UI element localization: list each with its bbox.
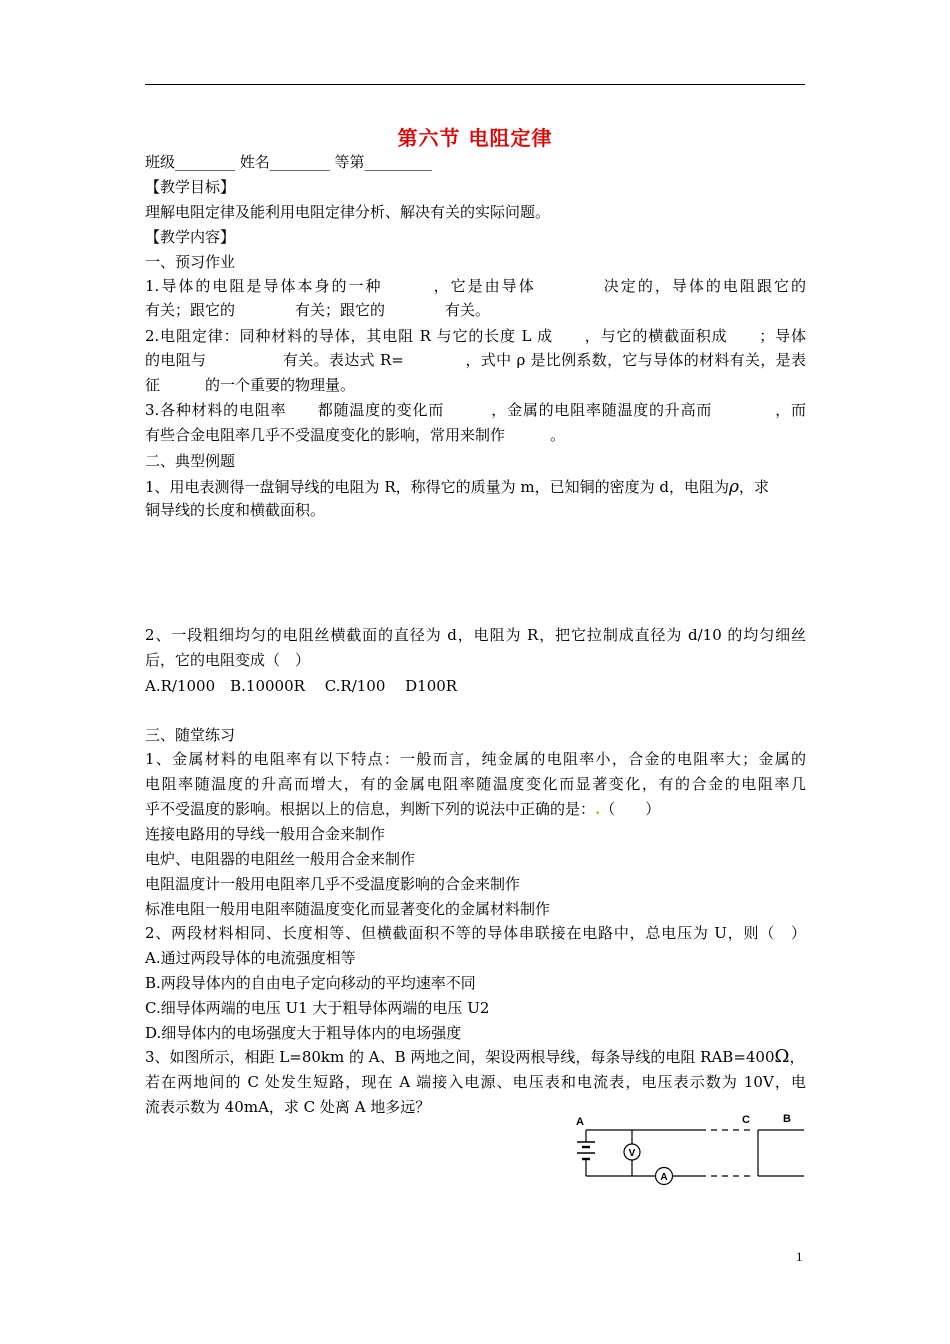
practice1-line-3 xyxy=(145,799,660,819)
example1-text: 1、用电表测得一盘铜导线的电阻为 R，称得它的质量为 m，已知铜的密度为 d，电阻为 xyxy=(145,478,729,496)
practice1-answer-bracket: （ ） xyxy=(600,800,661,818)
label-c: C xyxy=(742,1114,750,1126)
rho-symbol: ρ xyxy=(728,477,739,497)
part-one-title: 一、预习作业 xyxy=(145,253,236,271)
q2-line-3: 征 的一个重要的物理量。 xyxy=(145,376,356,394)
practice1-option-a: 连接电路用的导线一般用合金来制作 xyxy=(145,825,386,843)
practice1-option-c: 电阻温度计一般用电阻率几乎不受温度影响的合金来制作 xyxy=(145,875,521,893)
practice1-option-b: 电炉、电阻器的电阻丝一般用合金来制作 xyxy=(145,850,416,868)
practice3-line-1 xyxy=(145,1047,806,1067)
header-rule xyxy=(145,84,805,85)
practice3-text-end: ， xyxy=(789,1048,805,1066)
q1-line-2: 有关；跟它的 有关；跟它的 有关。 xyxy=(145,301,491,319)
label-b: B xyxy=(783,1113,791,1125)
example2-options: A.R/1000 B.10000R C.R/100 D100R xyxy=(145,677,458,695)
practice2-line-1: 2、两段材料相同、长度相等、但横截面积不等的导体串联接在电路中，总电压为 U，则（ ） xyxy=(145,924,806,942)
practice3-line-3: 流表示数为 40mA，求 C 处离 A 地多远？ xyxy=(145,1098,431,1116)
practice3-line-2: 若在两地间的 C 处发生短路，现在 A 端接入电源、电压表和电流表，电压表示数为 10V，电 xyxy=(145,1073,806,1091)
battery-icon xyxy=(577,1142,595,1159)
q3-line-1: 3.各种材料的电阻率 都随温度的变化而 ，金属的电阻率随温度的升高而 ，而 xyxy=(145,401,806,419)
q2-line-1: 2.电阻定律：同种材料的导体，其电阻 R 与它的长度 L 成 ，与它的横截面积成 ；导体 xyxy=(145,327,806,345)
page-title: 第六节 电阻定律 xyxy=(397,126,553,150)
practice2-option-b: B.两段导体内的自由电子定向移动的平均速率不同 xyxy=(145,974,476,992)
section-heading-goals: 【教学目标】 xyxy=(145,178,236,196)
practice1-line-2: 电阻率随温度的升高而增大，有的金属电阻率随温度变化而显著变化，有的合金的电阻率几 xyxy=(145,775,806,793)
part-two-title: 二、典型例题 xyxy=(145,452,236,470)
page-number: 1 xyxy=(796,1249,803,1264)
section-heading-content: 【教学内容】 xyxy=(145,228,236,246)
goal-text: 理解电阻定律及能利用电阻定律分析、解决有关的实际问题。 xyxy=(145,203,551,221)
example1-text-end: ，求 xyxy=(738,478,769,496)
practice1-dot: . xyxy=(595,800,601,818)
q2-line-2: 的电阻与 有关。表达式 R= ，式中 ρ 是比例系数，它与导体的材料有关，是表 xyxy=(145,351,806,369)
label-a: A xyxy=(576,1116,584,1128)
q3-line-2: 有些合金电阻率几乎不受温度变化的影响，常用来制作 。 xyxy=(145,426,566,444)
student-info-line: 班级________ 姓名________ 等第_________ xyxy=(145,153,433,171)
practice2-option-a: A.通过两段导体的电流强度相等 xyxy=(145,949,356,967)
practice1-option-d: 标准电阻一般用电阻率随温度变化而显著变化的金属材料制作 xyxy=(145,900,551,918)
practice2-option-d: D.细导体内的电场强度大于粗导体内的电场强度 xyxy=(145,1024,462,1042)
example1-line-1 xyxy=(145,477,806,497)
q1-line-1: 1.导体的电阻是导体本身的一种 ，它是由导体 决定的，导体的电阻跟它的 xyxy=(145,277,806,295)
voltmeter-label: V xyxy=(628,1148,636,1159)
part-three-title: 三、随堂练习 xyxy=(145,726,236,744)
practice2-option-c: C.细导体两端的电压 U1 大于粗导体两端的电压 U2 xyxy=(145,999,490,1017)
practice1-question: 乎不受温度的影响。根据以上的信息，判断下列的说法中正确的是： xyxy=(145,800,596,818)
practice3-text: 3、如图所示，相距 L=80km 的 A、B 两地之间，架设两根导线，每条导线的电阻 RAB=400 xyxy=(145,1048,775,1066)
circuit-diagram xyxy=(570,1106,810,1190)
practice1-line-1: 1、金属材料的电阻率有以下特点：一般而言，纯金属的电阻率小，合金的电阻率大；金属的 xyxy=(145,750,806,768)
example2-line-1: 2、一段粗细均匀的电阻丝横截面的直径为 d，电阻为 R，把它拉制成直径为 d/10 的均匀细丝 xyxy=(145,626,806,644)
example2-line-2: 后，它的电阻变成（ ） xyxy=(145,651,311,669)
example1-line-2: 铜导线的长度和横截面积。 xyxy=(145,501,326,519)
ammeter-label: A xyxy=(660,1172,668,1183)
omega-symbol: Ω xyxy=(774,1046,790,1067)
